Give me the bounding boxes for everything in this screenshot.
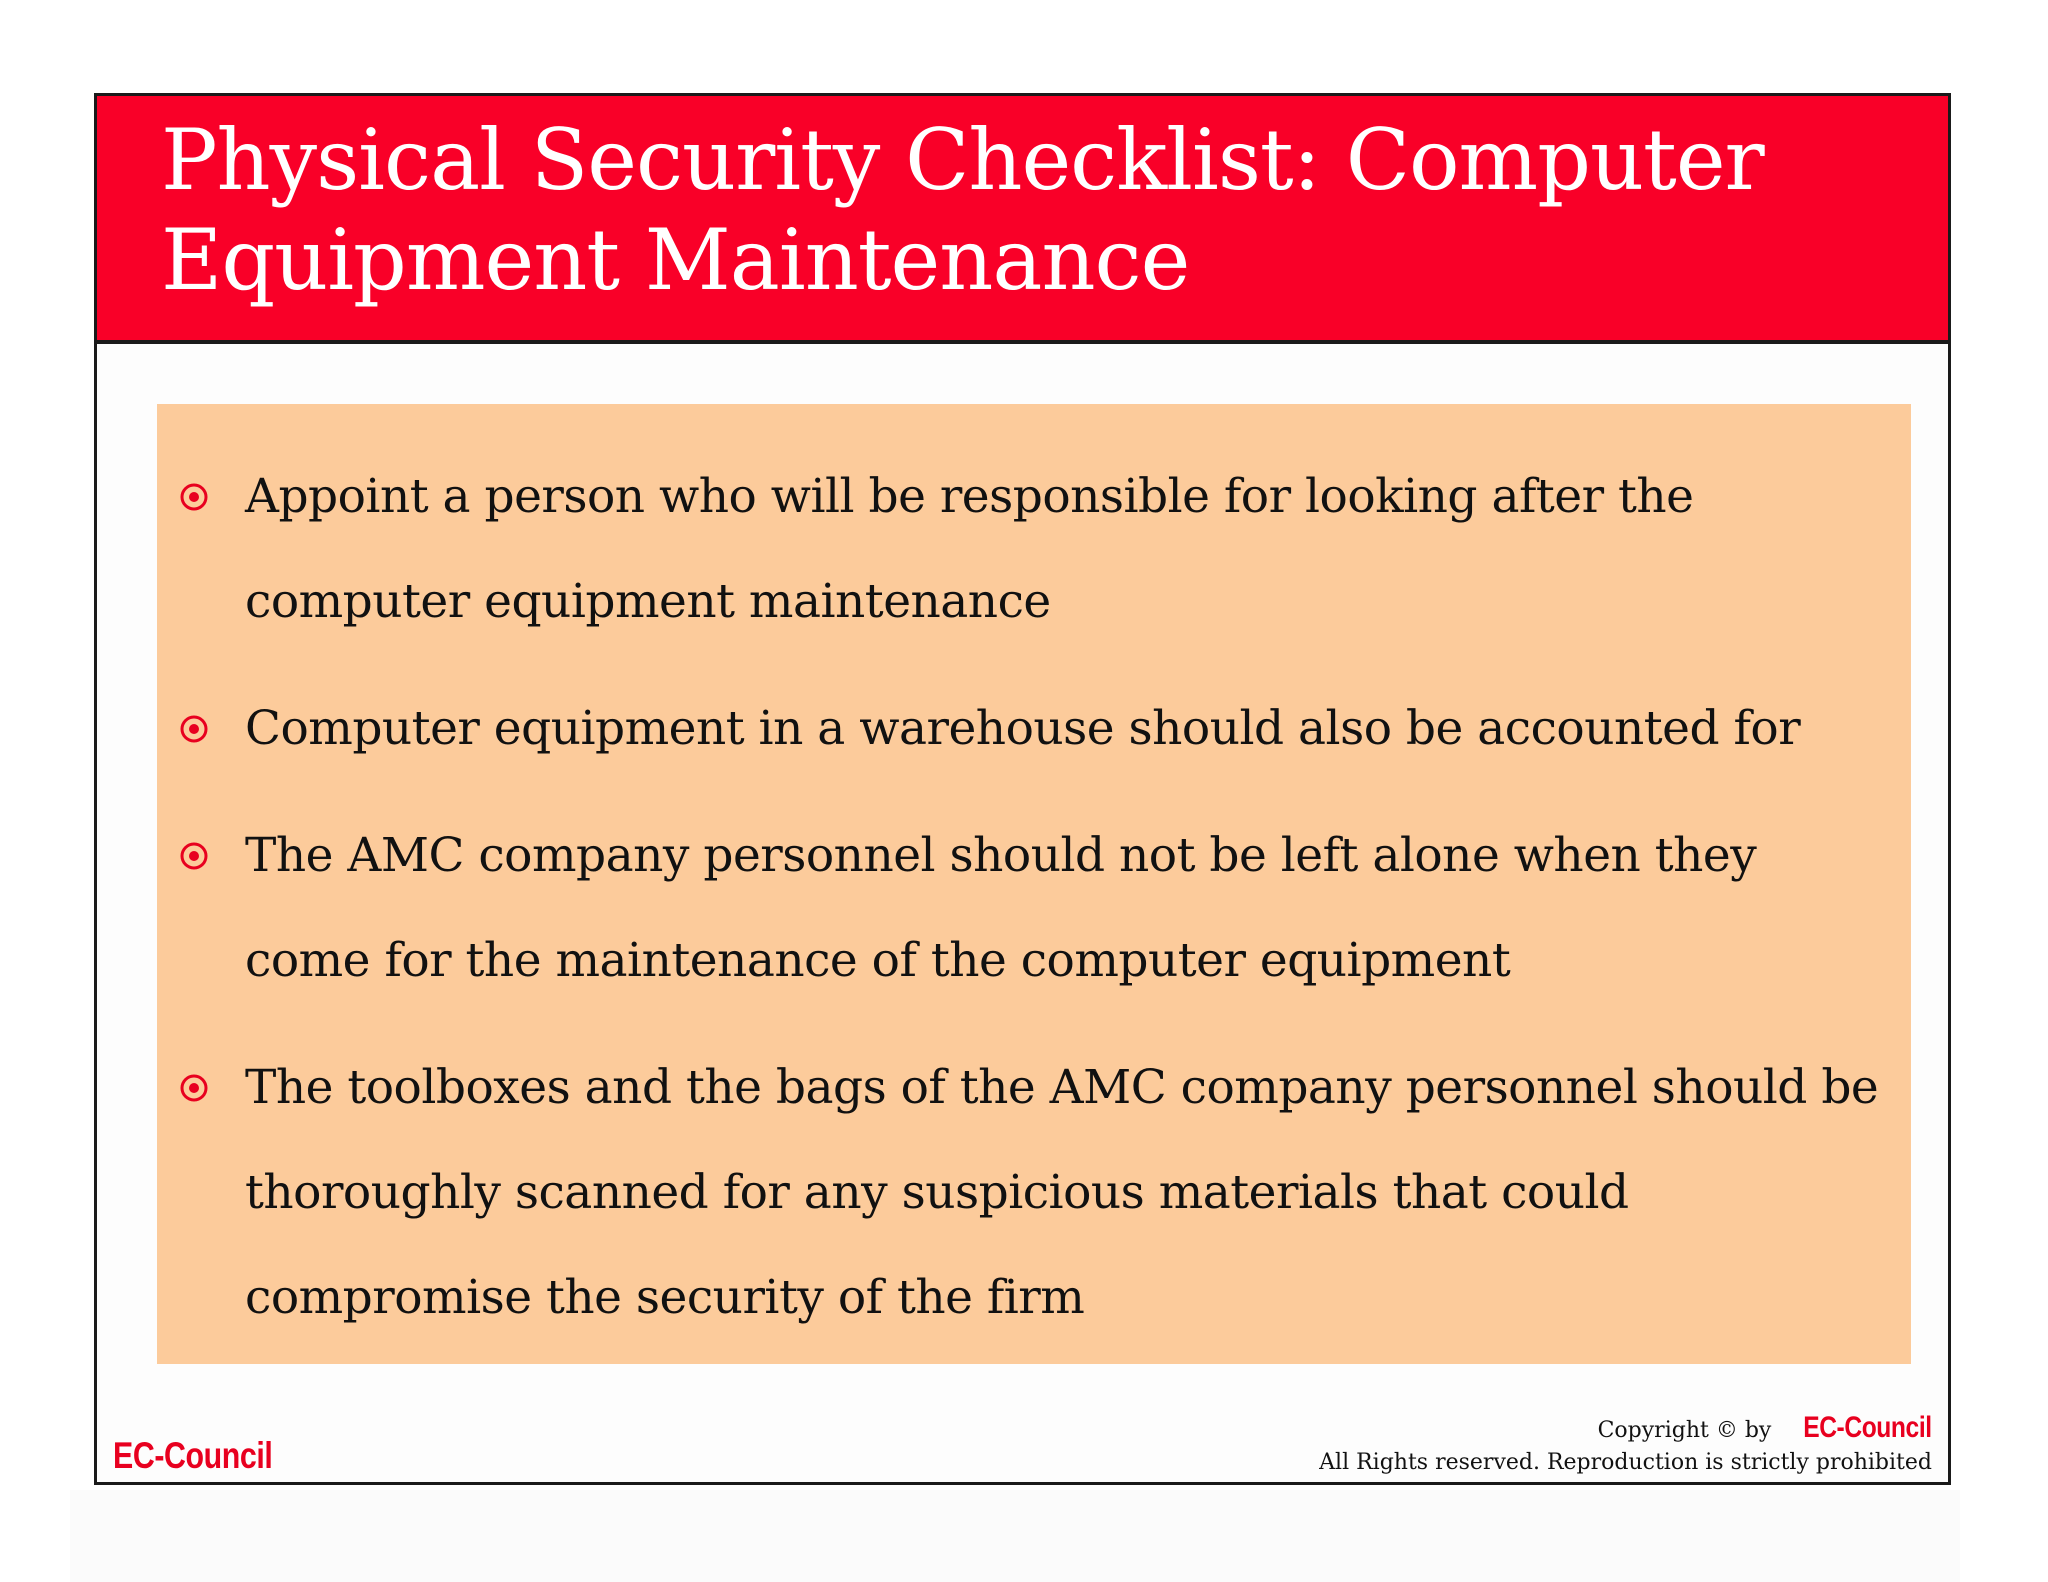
bullet-item: [157, 444, 1911, 654]
copyright-prefix: Copyright © by: [1597, 1418, 1772, 1443]
title-bar: [97, 96, 1948, 344]
copyright-line: [1319, 1412, 1932, 1447]
target-circle-icon: [179, 714, 209, 744]
target-circle-icon: [179, 841, 209, 871]
bullet-text: Appoint a person who will be responsible for looking after the computer equipment maintenance: [245, 469, 1694, 629]
rights-reserved-text: All Rights reserved. Reproduction is strictly prohibited: [1319, 1450, 1932, 1475]
bullet-text: Computer equipment in a warehouse should also be accounted for: [245, 701, 1801, 756]
slide-title: Physical Security Checklist: Computer Equipment Maintenance: [161, 111, 1764, 309]
ec-council-logo: EC-Council: [113, 1435, 273, 1476]
copyright-notice: [1319, 1412, 1932, 1479]
slide: [94, 93, 1951, 1485]
bullet-text: The AMC company personnel should not be left alone when they come for the maintenance of the computer equipment: [245, 828, 1757, 988]
bullet-item: [157, 803, 1911, 1013]
content-box: [157, 404, 1911, 1364]
page-shadow: [70, 1490, 1960, 1582]
target-circle-icon: [179, 1073, 209, 1103]
target-circle-icon: [179, 482, 209, 512]
bullet-item: [157, 1035, 1911, 1350]
copyright-brand: EC-Council: [1803, 1411, 1932, 1444]
bullet-text: The toolboxes and the bags of the AMC company personnel should be thoroughly scanned for any suspicious materials that could compromise the security of the firm: [245, 1060, 1879, 1325]
bullet-item: [157, 676, 1911, 781]
bullet-list: [157, 444, 1911, 1372]
